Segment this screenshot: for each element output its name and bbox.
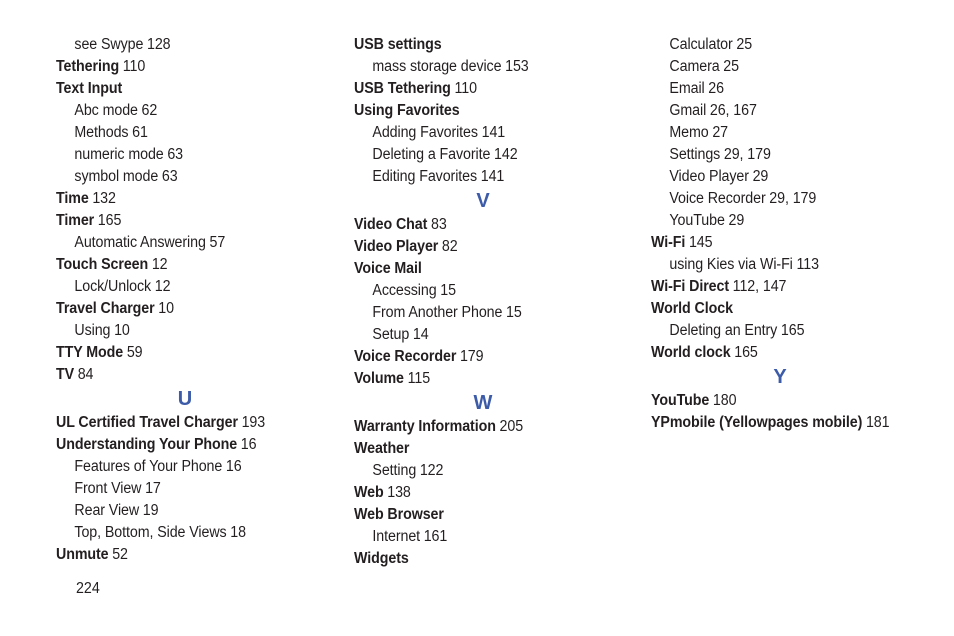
index-entry	[354, 482, 621, 504]
index-term: numeric mode	[74, 146, 164, 163]
index-page-ref: 15	[440, 282, 456, 299]
index-subentry	[651, 122, 918, 144]
index-page-ref: 16	[240, 436, 257, 453]
index-page-ref: 15	[506, 304, 522, 321]
index-page-ref: 145	[688, 234, 713, 251]
index-page-ref: 112, 147	[732, 278, 787, 295]
index-term: Calculator	[669, 36, 733, 53]
index-term: From Another Phone	[372, 304, 503, 321]
index-term: Setup	[372, 326, 410, 343]
index-subentry	[651, 56, 918, 78]
index-term: symbol mode	[74, 168, 159, 185]
index-page-ref: 132	[92, 190, 116, 207]
index-entry	[354, 100, 621, 122]
index-subentry	[354, 144, 621, 166]
index-term: Touch Screen	[56, 256, 149, 273]
index-entry	[354, 214, 621, 236]
index-term: Voice Recorder	[354, 348, 457, 365]
index-subentry	[354, 324, 621, 346]
index-term: Deleting a Favorite	[372, 146, 491, 163]
index-letter-heading: V	[476, 190, 490, 212]
index-subentry	[651, 78, 918, 100]
index-letter-heading: Y	[773, 366, 787, 388]
index-subentry	[651, 254, 918, 276]
index-page-ref: 165	[734, 344, 758, 361]
index-term: YouTube	[651, 392, 710, 409]
index-term: Web	[354, 484, 384, 501]
index-subentry	[354, 122, 621, 144]
index-entry	[354, 368, 621, 390]
index-entry	[354, 438, 621, 460]
index-page-ref: 82	[441, 238, 458, 255]
index-term: Email	[669, 80, 705, 97]
index-subentry	[56, 320, 323, 342]
index-entry	[56, 210, 323, 232]
index-page-ref: 153	[505, 58, 529, 75]
index-term: YouTube	[669, 212, 725, 229]
index-subentry	[56, 456, 323, 478]
index-term: Tethering	[56, 58, 120, 75]
index-page-ref: 110	[122, 58, 146, 75]
index-page-ref: 83	[430, 216, 447, 233]
index-column-1	[56, 34, 346, 566]
index-page-ref: 18	[230, 524, 246, 541]
index-page-ref: 179	[459, 348, 484, 365]
index-letter-heading: U	[177, 388, 193, 410]
index-page-ref: 59	[126, 344, 143, 361]
index-term: Wi-Fi Direct	[651, 278, 729, 295]
index-page-ref: 180	[712, 392, 737, 409]
index-entry	[56, 544, 323, 566]
index-term: World clock	[651, 344, 731, 361]
index-term: Accessing	[372, 282, 437, 299]
index-entry	[354, 78, 621, 100]
index-entry	[56, 434, 323, 456]
index-page-ref: 138	[387, 484, 411, 501]
index-subentry	[56, 122, 323, 144]
index-term: Using Favorites	[354, 102, 460, 119]
index-page-ref: 16	[225, 458, 242, 475]
index-term: Top, Bottom, Side Views	[74, 524, 227, 541]
index-entry	[56, 412, 323, 434]
index-page-ref: 29	[752, 168, 769, 185]
index-subentry	[651, 144, 918, 166]
index-entry	[651, 412, 918, 434]
index-term: Camera	[669, 58, 720, 75]
index-term: Adding Favorites	[372, 124, 478, 141]
index-subentry	[651, 320, 918, 342]
index-column-2	[354, 34, 644, 570]
index-page-ref: 52	[112, 546, 128, 563]
index-page-ref: 29, 179	[769, 190, 817, 207]
index-page-ref: 27	[712, 124, 729, 141]
index-term: Weather	[354, 440, 410, 457]
index-term: Editing Favorites	[372, 168, 478, 185]
index-term: TV	[56, 366, 75, 383]
index-subentry	[651, 100, 918, 122]
index-subentry	[651, 166, 918, 188]
index-page-ref: 62	[141, 102, 158, 119]
index-term: Voice Recorder	[669, 190, 766, 207]
index-subentry	[651, 210, 918, 232]
index-term: Lock/Unlock	[74, 278, 152, 295]
index-entry	[651, 298, 918, 320]
index-page-ref: 128	[147, 36, 171, 53]
index-page-ref: 165	[97, 212, 122, 229]
index-page-ref: 63	[167, 146, 184, 163]
index-entry	[354, 416, 621, 438]
index-subentry	[354, 280, 621, 302]
index-page-ref: 122	[419, 462, 444, 479]
index-entry	[354, 504, 621, 526]
index-term: mass storage device	[372, 58, 502, 75]
index-term: Front View	[74, 480, 142, 497]
index-page-ref: 29, 179	[723, 146, 771, 163]
index-term: YPmobile (Yellowpages mobile)	[651, 414, 863, 431]
index-term: Voice Mail	[354, 260, 422, 277]
index-subentry	[56, 276, 323, 298]
index-term: see Swype	[74, 36, 144, 53]
index-page-ref: 10	[114, 322, 130, 339]
index-term: Using	[74, 322, 111, 339]
index-subentry	[651, 188, 918, 210]
index-entry	[354, 34, 621, 56]
index-subentry	[56, 478, 323, 500]
index-page-ref: 84	[77, 366, 94, 383]
index-term: Internet	[372, 528, 421, 545]
index-subentry	[56, 34, 323, 56]
index-letter-heading: W	[473, 392, 493, 414]
index-page-ref: 19	[142, 502, 159, 519]
index-term: Features of Your Phone	[74, 458, 223, 475]
index-subentry	[354, 56, 621, 78]
index-term: Wi-Fi	[651, 234, 686, 251]
index-term: Video Player	[669, 168, 749, 185]
index-term: Understanding Your Phone	[56, 436, 238, 453]
index-entry	[56, 364, 323, 386]
page-number: 224	[76, 580, 100, 597]
index-entry	[354, 548, 621, 570]
index-term: Video Chat	[354, 216, 428, 233]
index-term: World Clock	[651, 300, 733, 317]
index-subentry	[354, 526, 621, 548]
index-page-ref: 193	[241, 414, 266, 431]
index-term: Gmail	[669, 102, 707, 119]
index-page-ref: 161	[423, 528, 448, 545]
index-term: Settings	[669, 146, 721, 163]
index-entry	[56, 78, 323, 100]
index-entry	[651, 390, 918, 412]
index-page-ref: 113	[796, 256, 819, 273]
index-subentry	[56, 100, 323, 122]
index-term: Web Browser	[354, 506, 444, 523]
index-entry	[354, 258, 621, 280]
index-subentry	[56, 232, 323, 254]
index-term: Travel Charger	[56, 300, 155, 317]
index-page-ref: 181	[865, 414, 890, 431]
index-page-ref: 142	[494, 146, 518, 163]
index-term: UL Certified Travel Charger	[56, 414, 238, 431]
index-term: Deleting an Entry	[669, 322, 778, 339]
index-term: USB settings	[354, 36, 442, 53]
index-entry	[56, 188, 323, 210]
index-page-ref: 12	[151, 256, 168, 273]
index-entry	[651, 342, 918, 364]
index-entry	[651, 276, 918, 298]
index-term: using Kies via Wi-Fi	[669, 256, 793, 273]
index-term: Text Input	[56, 80, 123, 97]
index-term: Automatic Answering	[74, 234, 206, 251]
index-term: Unmute	[56, 546, 109, 563]
index-entry	[56, 298, 323, 320]
index-page-ref: 61	[132, 124, 148, 141]
index-page-ref: 63	[161, 168, 178, 185]
index-entry	[56, 342, 323, 364]
index-term: Rear View	[74, 502, 140, 519]
index-term: Time	[56, 190, 89, 207]
index-term: Widgets	[354, 550, 409, 567]
index-subentry	[354, 166, 621, 188]
index-page-ref: 14	[412, 326, 429, 343]
index-entry	[56, 56, 323, 78]
index-subentry	[56, 522, 323, 544]
index-entry	[354, 346, 621, 368]
index-term: Abc mode	[74, 102, 138, 119]
index-subentry	[354, 460, 621, 482]
index-term: TTY Mode	[56, 344, 124, 361]
index-page-ref: 17	[145, 480, 161, 497]
index-page-ref: 29	[728, 212, 745, 229]
index-subentry	[651, 34, 918, 56]
index-page-ref: 57	[209, 234, 226, 251]
index-page-ref: 25	[723, 58, 739, 75]
index-entry	[354, 236, 621, 258]
index-term: Methods	[74, 124, 129, 141]
index-entry	[56, 254, 323, 276]
index-subentry	[56, 144, 323, 166]
index-column-3	[651, 34, 941, 434]
index-page-ref: 141	[481, 124, 506, 141]
index-page-ref: 110	[454, 80, 477, 97]
index-page-ref: 26	[708, 80, 724, 97]
index-page-ref: 141	[480, 168, 505, 185]
index-term: Memo	[669, 124, 709, 141]
index-page-ref: 205	[499, 418, 524, 435]
index-subentry	[56, 166, 323, 188]
index-page-ref: 12	[154, 278, 171, 295]
index-entry	[651, 232, 918, 254]
index-subentry	[56, 500, 323, 522]
index-term: Volume	[354, 370, 404, 387]
index-term: Video Player	[354, 238, 439, 255]
index-page-ref: 165	[780, 322, 805, 339]
index-term: Timer	[56, 212, 95, 229]
index-term: USB Tethering	[354, 80, 451, 97]
index-term: Warranty Information	[354, 418, 496, 435]
index-term: Setting	[372, 462, 417, 479]
index-page-ref: 10	[158, 300, 174, 317]
index-page-ref: 115	[407, 370, 431, 387]
index-page-ref: 26, 167	[709, 102, 757, 119]
index-page-ref: 25	[736, 36, 753, 53]
index-subentry	[354, 302, 621, 324]
